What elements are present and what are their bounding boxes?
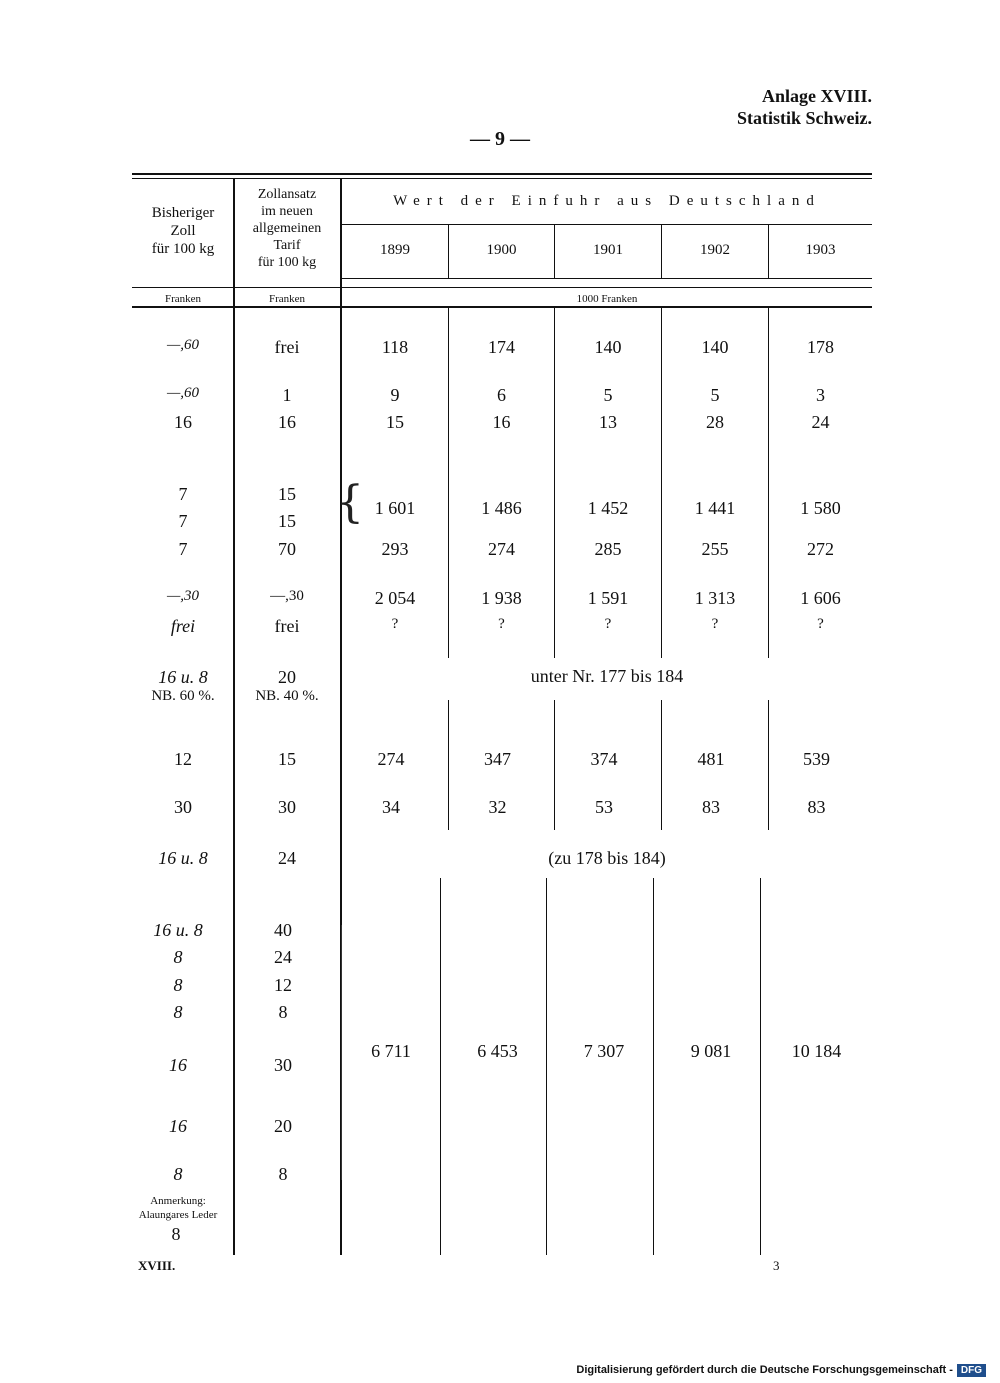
signature-number: 3: [773, 1258, 780, 1273]
new-duty-header-line: allgemeinen: [252, 221, 322, 236]
value-cell: 3: [816, 385, 825, 405]
new-duty-header: [236, 186, 338, 271]
new-duty-cell: 15: [278, 749, 296, 769]
value-cell: 6 453: [477, 1041, 518, 1061]
span-text: unter Nr. 177 bis 184: [530, 666, 684, 686]
new-duty-cell: 16: [278, 412, 296, 432]
value-cell: 374: [590, 749, 618, 769]
value-cell: 274: [377, 749, 405, 769]
credit-text: Digitalisierung gefördert durch die Deutsche Forschungsgemeinschaft -: [576, 1364, 953, 1376]
prev-duty-cell: 16: [174, 412, 192, 432]
value-cell: ?: [817, 616, 824, 632]
value-cell: 118: [381, 337, 409, 357]
brace-mark: {: [336, 477, 364, 528]
new-duty-cell: 24: [278, 848, 296, 868]
value-cell: 481: [697, 749, 725, 769]
prev-duty-cell: 16 u. 8: [158, 667, 208, 687]
remark-text: Alaungares Leder: [138, 1209, 218, 1221]
value-cell: 5: [603, 385, 613, 405]
value-cell: 7 307: [583, 1041, 625, 1061]
prev-duty-header: [135, 204, 231, 258]
new-duty-cell: 1: [282, 385, 292, 405]
new-duty-cell: 20: [278, 667, 296, 687]
prev-duty-cell: frei: [170, 616, 196, 636]
value-cell: 83: [807, 797, 826, 817]
appendix-label: Anlage XVIII.: [761, 86, 872, 106]
new-duty-cell: 30: [274, 1055, 292, 1075]
prev-duty-cell: 16: [169, 1055, 187, 1075]
value-cell: 347: [484, 749, 511, 769]
year-header: 1899: [380, 242, 410, 258]
new-duty-note: NB. 40 %.: [255, 688, 319, 704]
new-duty-cell: 15: [278, 511, 296, 531]
new-duty-cell: 12: [274, 975, 292, 995]
prev-duty-header-line: Zoll: [170, 223, 196, 239]
unit-left: Franken: [164, 293, 202, 305]
value-cell: 15: [386, 412, 404, 432]
prev-duty-cell: 8: [173, 1164, 183, 1184]
new-duty-cell: 70: [278, 539, 296, 559]
new-duty-cell: 15: [278, 484, 296, 504]
value-cell: 2 054: [374, 588, 416, 608]
body-divider-2c: [546, 878, 547, 1255]
value-cell: 32: [488, 797, 507, 817]
prev-duty-header-line: Bisheriger: [151, 205, 215, 221]
value-cell: 28: [706, 412, 724, 432]
new-duty-cell: 8: [278, 1164, 288, 1184]
value-cell: 9 081: [690, 1041, 732, 1061]
value-cell: 9: [390, 385, 400, 405]
statistics-subtitle: Statistik Schweiz.: [737, 108, 872, 128]
value-cell: 1 313: [694, 588, 736, 608]
new-duty-header-line: im neuen: [261, 204, 313, 219]
new-duty-header-line: Tarif: [273, 238, 301, 253]
body-divider-4c: [760, 878, 761, 1255]
value-cell: ?: [498, 616, 505, 632]
sheet-mark: XVIII.: [138, 1258, 176, 1273]
value-cell: 34: [382, 797, 400, 817]
prev-duty-cell: —,60: [166, 337, 200, 353]
new-duty-cell: frei: [274, 616, 300, 636]
value-cell: 1 580: [800, 498, 841, 518]
value-cell: ?: [391, 616, 399, 632]
unit-rule: [132, 287, 872, 288]
import-header-rule: [342, 224, 872, 225]
new-duty-cell: 24: [274, 947, 292, 967]
new-duty-cell: —,30: [270, 588, 304, 604]
value-cell: 274: [488, 539, 515, 559]
value-cell: 5: [710, 385, 720, 405]
new-duty-header-line: für 100 kg: [257, 255, 317, 270]
value-cell: 53: [595, 797, 613, 817]
digitization-credit: [576, 1364, 986, 1377]
value-cell: 1 452: [587, 498, 629, 518]
value-cell: 13: [599, 412, 617, 432]
remark-label: Anmerkung:: [150, 1195, 206, 1207]
value-cell: 6: [497, 385, 506, 405]
unit-right: 1000 Franken: [576, 293, 638, 305]
prev-duty-header-line: für 100 kg: [151, 241, 215, 257]
value-cell: 140: [594, 337, 622, 357]
value-cell: 539: [803, 749, 830, 769]
value-cell: 1 601: [374, 498, 416, 518]
prev-duty-cell: 7: [178, 484, 188, 504]
year-header: 1903: [805, 242, 836, 258]
value-cell: ?: [604, 616, 612, 632]
new-duty-cell: 40: [274, 920, 292, 940]
new-duty-cell: 8: [278, 1002, 288, 1022]
import-value-header: Wert der Einfuhr aus Deutschland: [393, 193, 821, 209]
value-cell: 1 938: [481, 588, 522, 608]
value-cell: ?: [711, 616, 719, 632]
prev-duty-cell: —,30: [166, 588, 200, 604]
dfg-logo: DFG: [957, 1364, 986, 1377]
value-cell: 24: [811, 412, 830, 432]
unit-mid: Franken: [268, 293, 306, 305]
prev-duty-cell: 8: [173, 947, 183, 967]
value-cell: 272: [807, 539, 834, 559]
prev-duty-cell: 8: [173, 975, 183, 995]
year-header: 1901: [593, 242, 623, 258]
prev-duty-cell: 7: [178, 511, 188, 531]
prev-duty-cell: 8: [173, 1002, 183, 1022]
prev-duty-cell: 16 u. 8: [158, 848, 208, 868]
value-cell: 6 711: [371, 1041, 411, 1061]
value-cell: 1 606: [800, 588, 841, 608]
prev-duty-cell: 16: [169, 1116, 187, 1136]
value-cell: 1 486: [481, 498, 522, 518]
year-header: 1900: [486, 242, 517, 258]
years-rule: [342, 278, 872, 279]
body-divider-1c: [440, 878, 441, 1255]
table-top-rule-2: [132, 178, 872, 179]
value-cell: 174: [488, 337, 515, 357]
prev-duty-cell: —,60: [166, 385, 200, 401]
span-text: (zu 178 bis 184): [548, 848, 666, 868]
value-cell: 285: [594, 539, 622, 559]
value-cell: 1 591: [587, 588, 629, 608]
prev-duty-cell: 16 u. 8: [153, 920, 203, 940]
prev-duty-cell: 12: [174, 749, 192, 769]
prev-duty-cell: 30: [174, 797, 192, 817]
value-cell: 140: [701, 337, 729, 357]
new-duty-cell: 20: [274, 1116, 292, 1136]
page-number: — 9 —: [470, 128, 530, 150]
table-top-rule: [132, 173, 872, 175]
col-divider-1: [233, 178, 235, 1255]
new-duty-header-line: Zollansatz: [257, 187, 317, 202]
remark-value: 8: [171, 1224, 181, 1244]
value-cell: 293: [381, 539, 409, 559]
body-divider-3c: [653, 878, 654, 1255]
year-header: 1902: [700, 242, 730, 258]
value-cell: 1 441: [694, 498, 736, 518]
value-cell: 10 184: [791, 1041, 842, 1061]
value-cell: 16: [492, 412, 511, 432]
new-duty-cell: frei: [274, 337, 300, 357]
value-cell: 178: [807, 337, 834, 357]
value-cell: 255: [701, 539, 729, 559]
prev-duty-note: NB. 60 %.: [151, 688, 215, 704]
value-cell: 83: [702, 797, 720, 817]
prev-duty-cell: 7: [178, 539, 188, 559]
new-duty-cell: 30: [278, 797, 296, 817]
